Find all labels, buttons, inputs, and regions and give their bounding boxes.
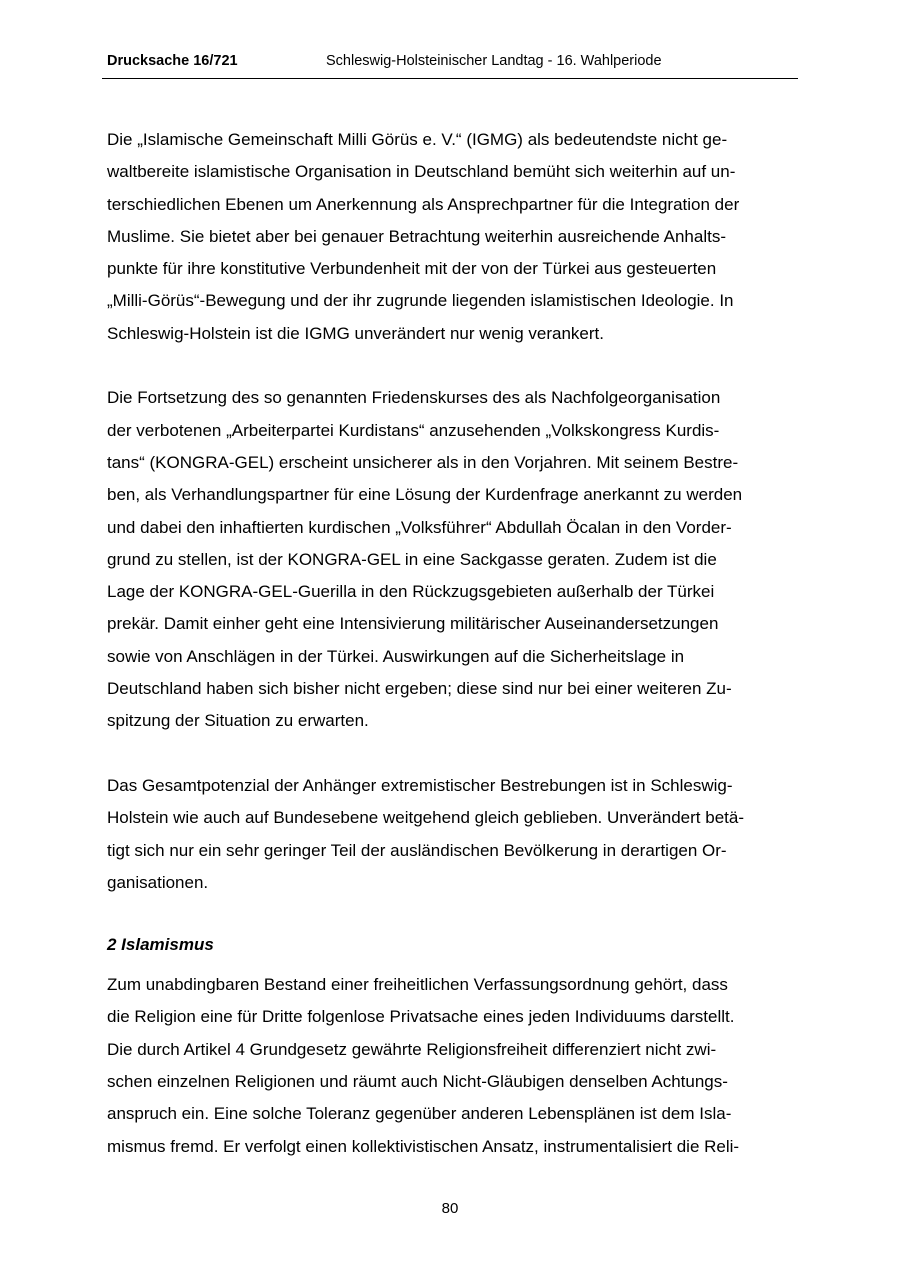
section-heading: 2 Islamismus — [107, 935, 214, 955]
paragraph-kongra-gel: Die Fortsetzung des so genannten Friedenskurses des als Nachfolgeorganisation der verbotenen „Arbeiterpartei Kurdistans“ anzusehenden „Volkskongress Kurdis- tans“ (KONGRA-GEL) erscheint unsicherer als in den Vorjahren. Mit seinem Bestre- ben, als Verhandlungspartner für eine Lösung der Kurdenfrage anerkannt zu werden und dabei den inhaftierten kurdischen „Volksführer“ Abdullah Öcalan in den Vorder- grund zu stellen, ist der KONGRA-GEL in eine Sackgasse geraten. Zudem ist die Lage der KONGRA-GEL-Guerilla in den Rückzugsgebieten außerhalb der Türkei prekär. Damit einher geht eine Intensivierung militärischer Auseinandersetzungen sowie von Anschlägen in der Türkei. Auswirkungen auf die Sicherheitslage in Deutschland haben sich bisher nicht ergeben; diese sind nur bei einer weiteren Zu- spitzung der Situation zu erwarten. — [107, 388, 743, 731]
page-header — [102, 52, 798, 79]
paragraph-igmg: Die „Islamische Gemeinschaft Milli Görüs e. V.“ (IGMG) als bedeutendste nicht ge- waltbereite islamistische Organisation in Deutschland bemüht sich weiterhin auf un- terschiedlichen Ebenen um Anerkennung als Ansprechpartner für die Integration der Muslime. Sie bietet aber bei genauer Betrachtung weiterhin ausreichende Anhalts- punkte für ihre konstitutive Verbundenheit mit der von der Türkei aus gesteuerten „Milli-Görüs“-Bewegung und der ihr zugrunde liegenden islamistischen Ideologie. In Schleswig-Holstein ist die IGMG unverändert nur wenig verankert. — [107, 130, 740, 343]
document-body — [107, 124, 797, 1163]
paragraph-islamismus: Zum unabdingbaren Bestand einer freiheitlichen Verfassungsordnung gehört, dass die Religion eine für Dritte folgenlose Privatsache eines jeden Individuums darstellt. Die durch Artikel 4 Grundgesetz gewährte Religionsfreiheit differenziert nicht zwi- schen einzelnen Religionen und räumt auch Nicht-Gläubigen denselben Achtungs- anspruch ein. Eine solche Toleranz gegenüber anderen Lebensplänen ist dem Isla- mismus fremd. Er verfolgt einen kollektivistischen Ansatz, instrumentalisiert die Reli- — [107, 975, 740, 1156]
page-number: 80 — [441, 1200, 459, 1217]
document-number: Drucksache 16/721 — [107, 53, 238, 69]
paragraph-gesamtpotenzial: Das Gesamtpotenzial der Anhänger extremistischer Bestrebungen ist in Schleswig- Holstein wie auch auf Bundesebene weitgehend gleich geblieben. Unverändert betä- tigt sich nur ein sehr geringer Teil der ausländischen Bevölkerung in derartigen Or- ganisationen. — [107, 775, 744, 892]
parliament-title: Schleswig-Holsteinischer Landtag - 16. Wahlperiode — [326, 53, 662, 69]
